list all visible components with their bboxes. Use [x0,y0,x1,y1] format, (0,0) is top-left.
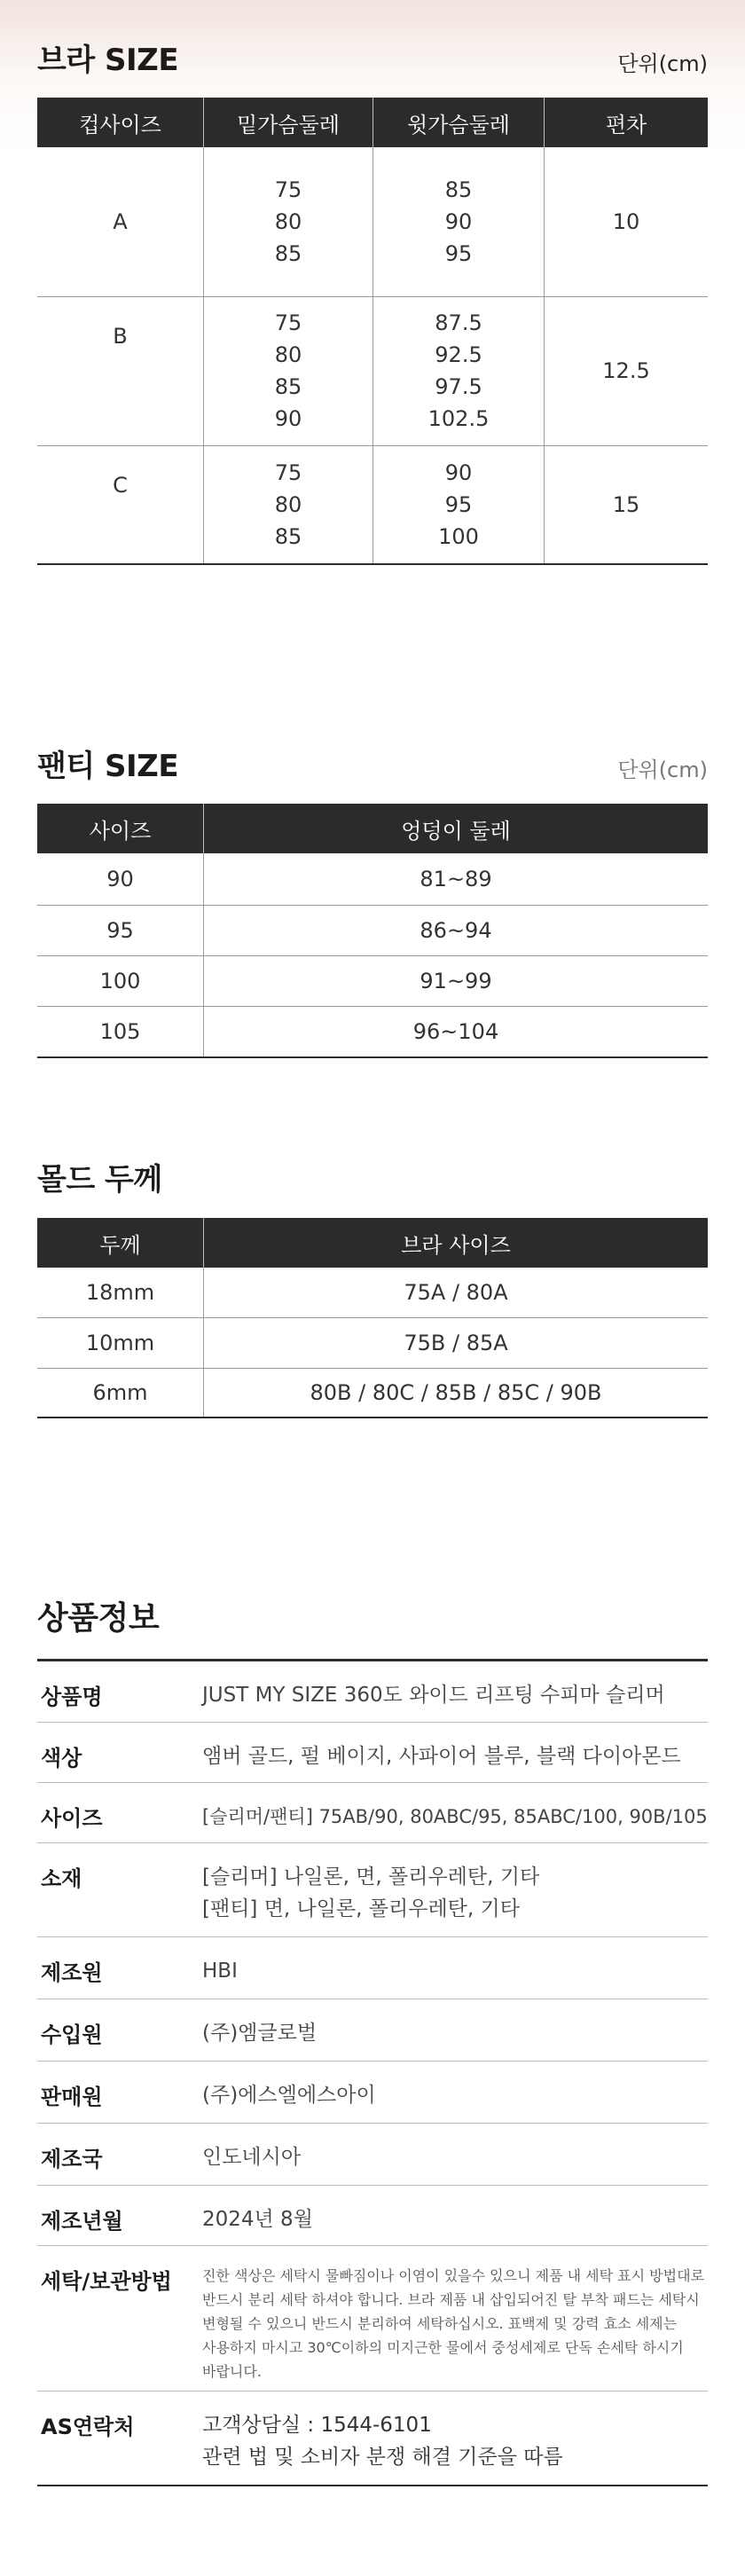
mold-thickness-table [37,1218,708,1418]
info-row-date [37,2186,708,2246]
bra-value: 97.5 [435,374,482,399]
bra-upper [373,296,545,445]
info-line: 앰버 골드, 펄 베이지, 사파이어 블루, 블랙 다이아몬드 [202,1745,681,1768]
info-line: 관련 법 및 소비자 분쟁 해결 기준을 따름 [202,2446,563,2469]
info-line: 반드시 분리 세탁 하셔야 합니다. 브라 제품 내 삽입되어진 탈 부착 패드는 세탁시 [202,2291,700,2308]
info-line: 고객상담실 : 1544-6101 [202,2414,432,2437]
bra-under [204,445,373,564]
info-line: (주)에스엘에스아이 [202,2084,376,2107]
info-label: 판매원 [37,2062,202,2124]
info-row-product-name [37,1661,708,1723]
info-value [202,1937,708,1999]
mold-bra-size: 75A / 80A [204,1268,709,1317]
product-info-table [37,1659,708,2486]
mold-thickness-section [37,1153,708,1437]
bra-value: 92.5 [435,342,482,367]
panty-header-hip: 엉덩이 둘레 [204,804,709,853]
table-row [37,1368,708,1418]
bra-value: 87.5 [435,310,482,335]
panty-size-title: 팬티 SIZE [37,749,179,784]
info-row-material [37,1843,708,1937]
info-value [202,2062,708,2124]
info-row-color [37,1723,708,1783]
bra-value: 75 [274,310,302,335]
bra-header-upper: 윗가슴둘레 [373,98,545,147]
mold-header-bra-size: 브라 사이즈 [204,1218,709,1268]
bra-under [204,296,373,445]
info-line: 바랍니다. [202,2363,262,2380]
mold-header-thickness: 두께 [37,1218,204,1268]
info-line: 사용하지 마시고 30℃이하의 미지근한 물에서 중성세제로 단독 손세탁 하시기 [202,2339,684,2356]
product-info-title: 상품정보 [37,1600,160,1637]
info-label: 색상 [37,1723,202,1783]
info-label: 제조국 [37,2124,202,2186]
bra-value: 90 [444,208,473,234]
mold-bra-size: 80B / 80C / 85B / 85C / 90B [204,1368,709,1418]
info-line: [팬티] 면, 나일론, 폴리우레탄, 기타 [202,1897,520,1920]
panty-size: 100 [37,955,204,1006]
table-row [37,1317,708,1368]
info-line: 2024년 8월 [202,2208,313,2231]
info-value [202,1723,708,1783]
panty-size: 90 [37,853,204,905]
bra-value: 95 [444,240,473,266]
info-line: [슬리머/팬티] 75AB/90, 80ABC/95, 85ABC/100, 90B/105 [202,1806,708,1827]
info-row-manufacturer [37,1937,708,1999]
bra-value: 75 [274,459,302,485]
info-row-importer [37,1999,708,2062]
info-value [202,1999,708,2062]
bra-size-section [37,30,708,571]
info-line: 진한 색상은 세탁시 물빠짐이나 이염이 있을수 있으니 제품 내 세탁 표시 방법대로 [202,2267,704,2284]
bra-diff: 15 [545,445,709,564]
bra-row-c [37,445,708,564]
info-label: 상품명 [37,1661,202,1723]
bra-cup: A [37,147,204,296]
panty-size-unit: 단위(cm) [617,758,708,782]
panty-size: 105 [37,1006,204,1057]
mold-bra-size: 75B / 85A [204,1317,709,1368]
bra-header-diff: 편차 [545,98,709,147]
mold-thickness: 18mm [37,1268,204,1317]
table-row [37,905,708,955]
info-row-care [37,2246,708,2391]
bra-header-cup: 컵사이즈 [37,98,204,147]
bra-value: 90 [274,406,302,431]
bra-value: 80 [274,208,302,234]
bra-diff: 10 [545,147,709,296]
info-label: 제조원 [37,1937,202,1999]
info-value [202,2246,708,2391]
info-label: 세탁/보관방법 [37,2246,202,2391]
bra-upper [373,147,545,296]
bra-size-unit: 단위(cm) [617,51,708,76]
panty-header-size: 사이즈 [37,804,204,853]
bra-value: 80 [274,342,302,367]
bra-size-table [37,98,708,565]
info-label: 수입원 [37,1999,202,2062]
panty-size-section [37,736,708,1064]
panty-hip: 81~89 [204,853,709,905]
info-row-seller [37,2062,708,2124]
panty-hip: 96~104 [204,1006,709,1057]
bra-header-under: 밑가슴둘레 [204,98,373,147]
bra-row-b [37,296,708,445]
bra-value: 102.5 [427,406,490,431]
mold-thickness: 6mm [37,1368,204,1418]
bra-upper [373,445,545,564]
info-row-size [37,1783,708,1843]
info-value [202,1783,708,1843]
info-value [202,1843,708,1937]
bra-value: 80 [274,491,302,517]
panty-hip: 86~94 [204,905,709,955]
info-line: 변형될 수 있으니 반드시 분리하여 세탁하십시오. 표백제 및 강력 효소 세제는 [202,2315,678,2332]
bra-value: 85 [274,240,302,266]
info-label: 제조년월 [37,2186,202,2246]
panty-size-table [37,804,708,1058]
mold-thickness: 10mm [37,1317,204,1368]
info-row-country [37,2124,708,2186]
bra-cup: C [37,445,204,564]
info-row-as-contact [37,2391,708,2486]
bra-value: 85 [274,523,302,549]
bra-value: 95 [444,491,473,517]
table-row [37,1006,708,1057]
table-row [37,853,708,905]
bra-value: 100 [438,523,479,549]
table-row [37,955,708,1006]
info-line: 인도네시아 [202,2146,302,2169]
bra-cup: B [37,296,204,445]
panty-size: 95 [37,905,204,955]
bra-under [204,147,373,296]
bra-value: 90 [444,459,473,485]
table-row [37,1268,708,1317]
product-info-section [37,1588,708,2546]
info-value [202,2124,708,2186]
info-line: (주)엠글로벌 [202,2022,318,2045]
info-line: JUST MY SIZE 360도 와이드 리프팅 수피마 슬리머 [202,1684,665,1707]
info-line: [슬리머] 나일론, 면, 폴리우레탄, 기타 [202,1865,540,1889]
info-value [202,2391,708,2486]
bra-row-a [37,147,708,296]
mold-thickness-title: 몰드 두께 [37,1162,162,1198]
bra-value: 85 [444,177,473,202]
info-value [202,1661,708,1723]
bra-diff: 12.5 [545,296,709,445]
info-label: 소재 [37,1843,202,1937]
bra-size-title: 브라 SIZE [37,43,179,78]
bra-value: 75 [274,177,302,202]
bra-value: 85 [274,374,302,399]
info-line: HBI [202,1959,238,1983]
info-value [202,2186,708,2246]
info-label: 사이즈 [37,1783,202,1843]
panty-hip: 91~99 [204,955,709,1006]
info-label: AS연락처 [37,2391,202,2486]
